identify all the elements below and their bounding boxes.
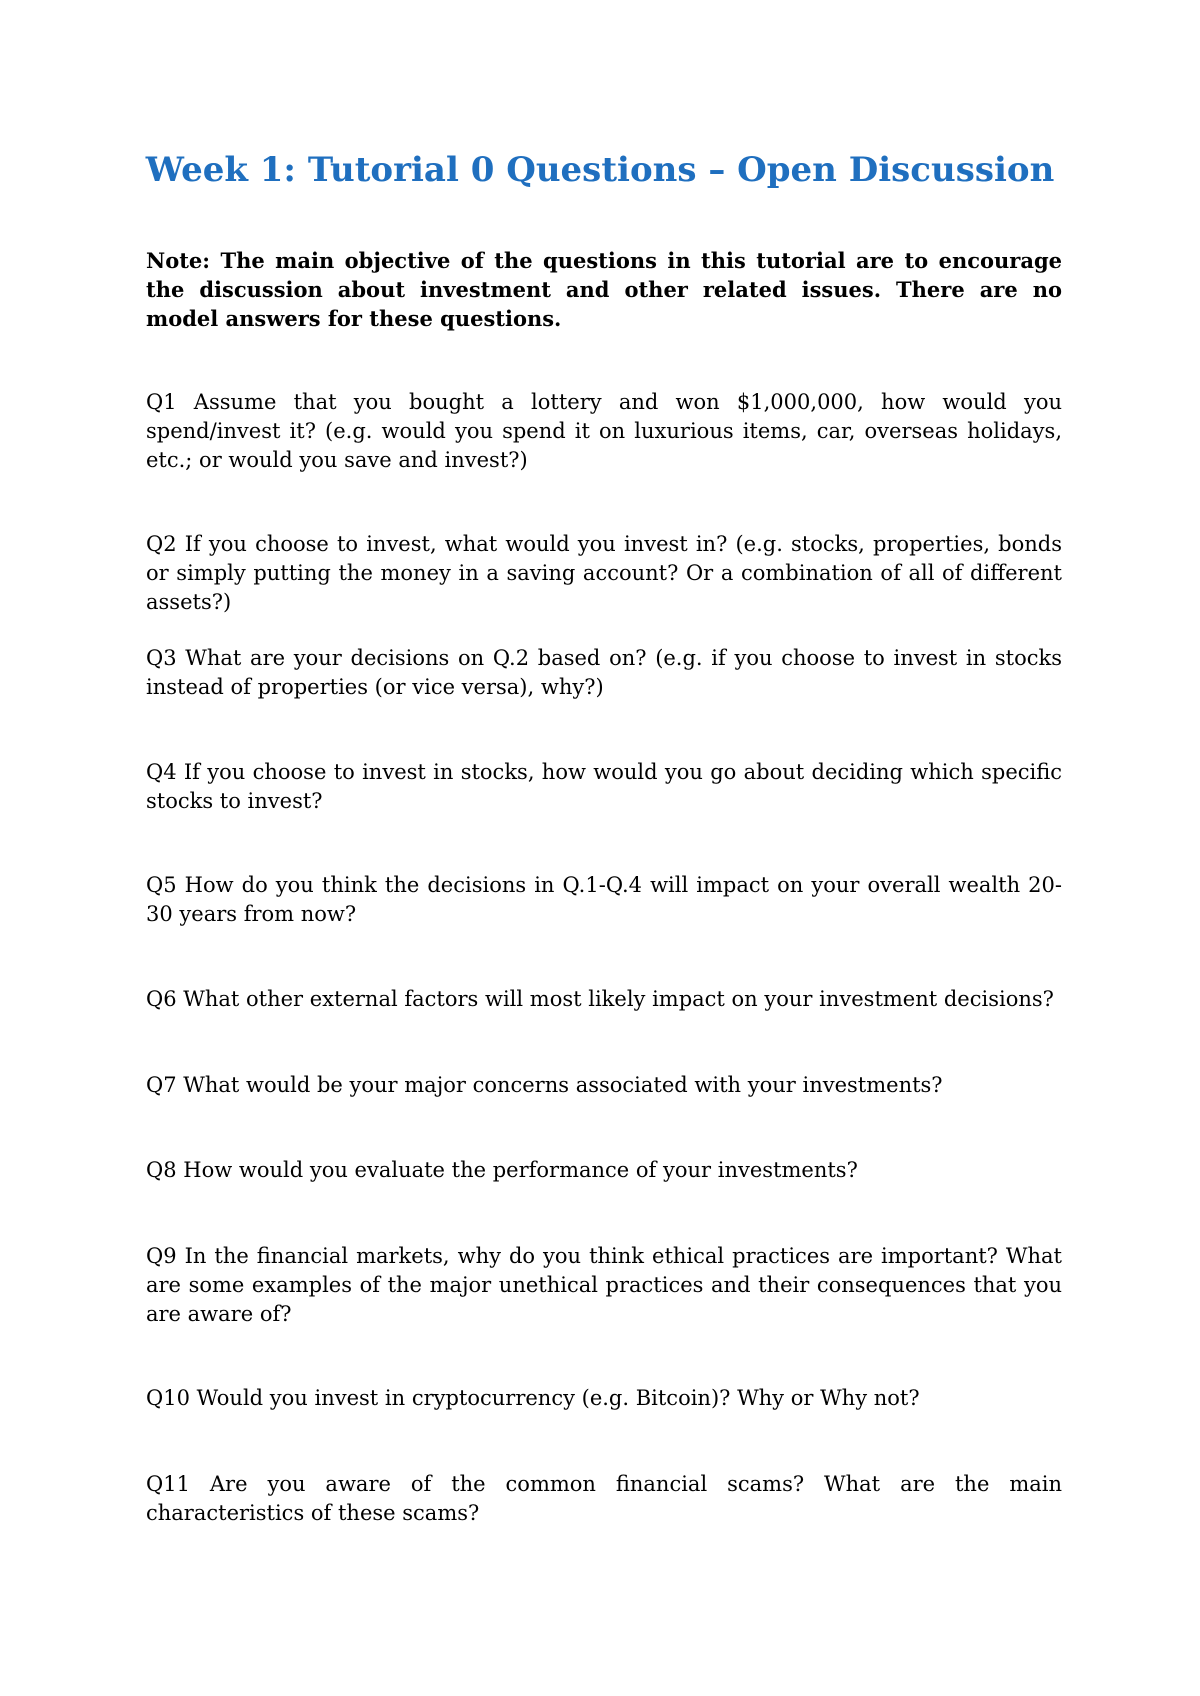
question-8: Q8 How would you evaluate the performance of your investments?	[146, 1158, 858, 1182]
question-6: Q6 What other external factors will most likely impact on your investment decisions?	[146, 987, 1054, 1011]
tutorial-note: Note: The main objective of the questions in this tutorial are to encourage the discussion about investment and other related issues. There are no model answers for these questions.	[146, 248, 1062, 331]
question-7: Q7 What would be your major concerns associated with your investments?	[146, 1073, 943, 1097]
question-1: Q1 Assume that you bought a lottery and won $1,000,000, how would you spend/invest it? (e.g. would you spend it on luxurious items, car, overseas holidays, etc.; or would you save and invest?)	[146, 390, 1062, 472]
question-2: Q2 If you choose to invest, what would you invest in? (e.g. stocks, properties, bonds or simply putting the money in a saving account? Or a combination of all of different assets?)	[146, 532, 1062, 614]
question-3: Q3 What are your decisions on Q.2 based on? (e.g. if you choose to invest in stocks instead of properties (or vice versa), why?)	[146, 646, 1062, 699]
question-11: Q11 Are you aware of the common financial scams? What are the main characteristics of these scams?	[146, 1472, 1062, 1525]
question-4: Q4 If you choose to invest in stocks, how would you go about deciding which specific stocks to invest?	[146, 760, 1062, 813]
page-title: Week 1: Tutorial 0 Questions – Open Discussion	[145, 150, 1055, 190]
question-9: Q9 In the financial markets, why do you think ethical practices are important? What are some examples of the major unethical practices and their consequences that you are aware of?	[146, 1244, 1062, 1326]
question-5: Q5 How do you think the decisions in Q.1-Q.4 will impact on your overall wealth 20-30 years from now?	[146, 873, 1062, 926]
question-10: Q10 Would you invest in cryptocurrency (e.g. Bitcoin)? Why or Why not?	[146, 1386, 920, 1410]
